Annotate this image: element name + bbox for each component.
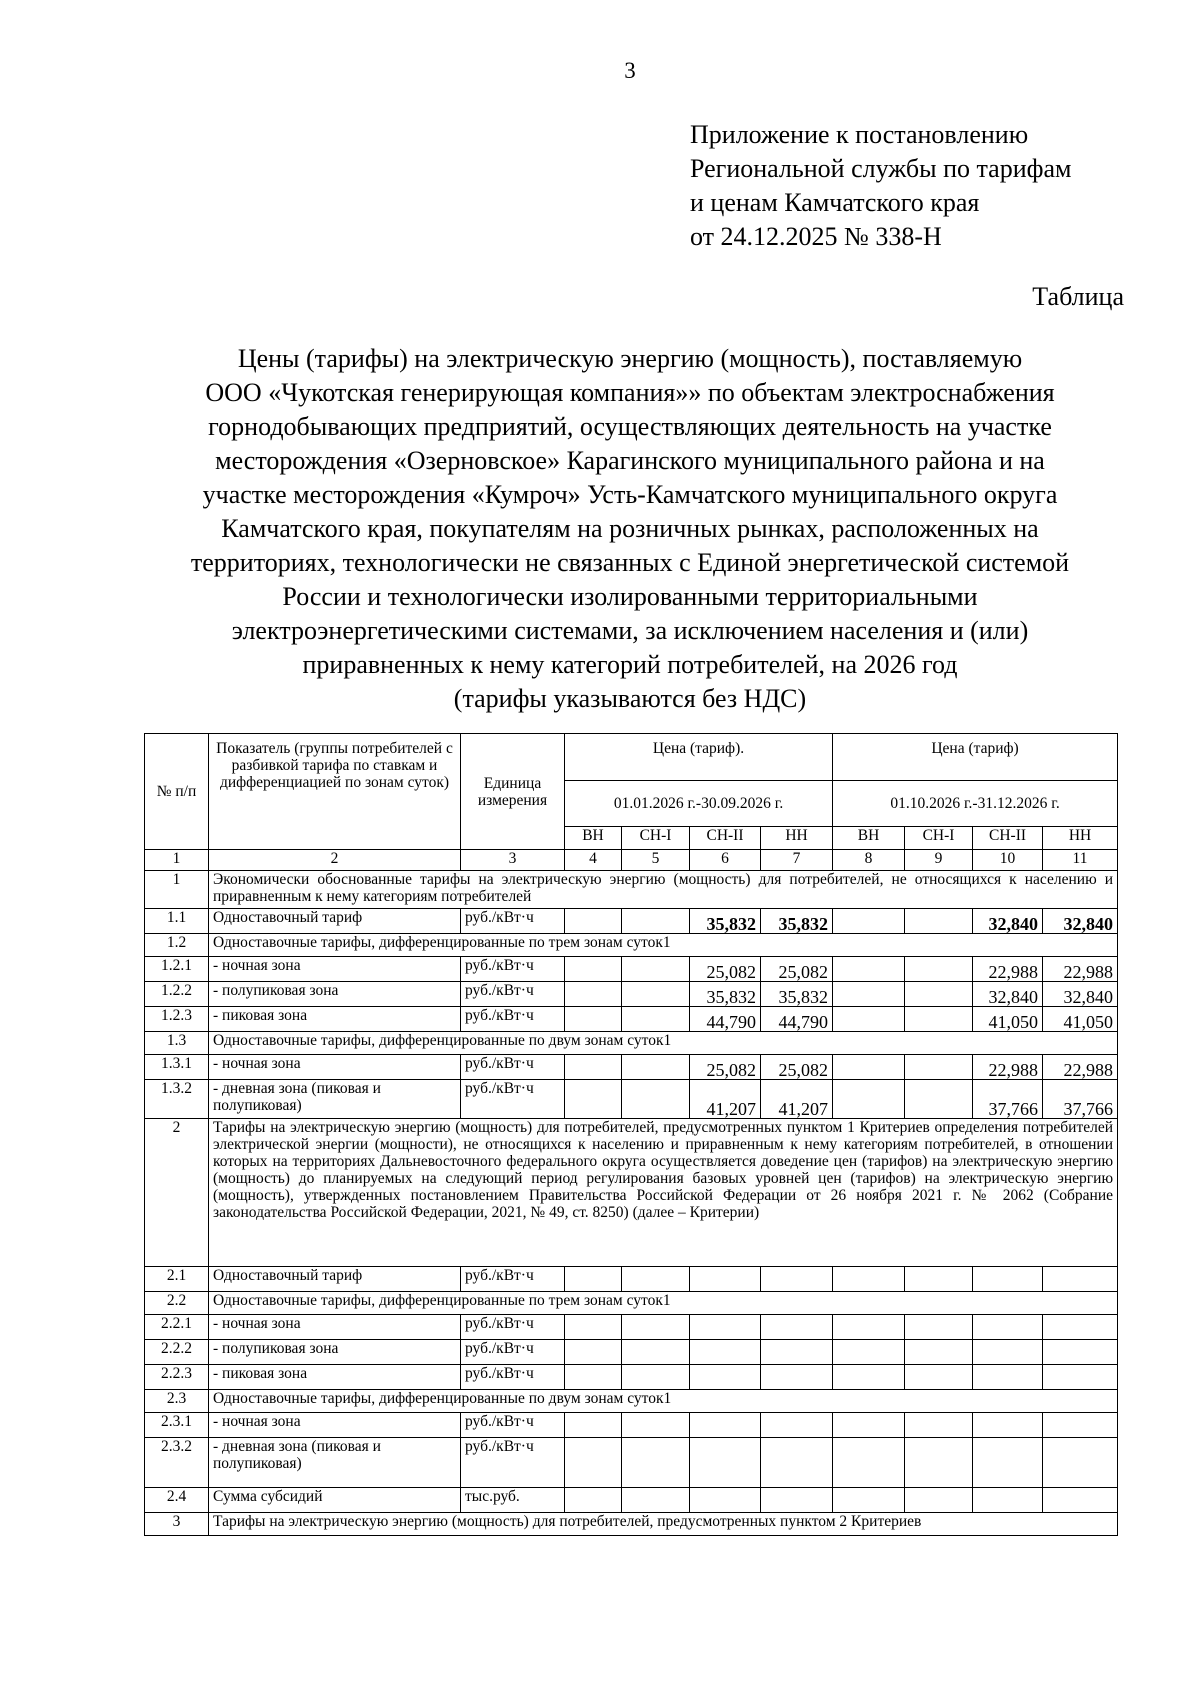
tariff-value-cell — [905, 1488, 973, 1513]
header-level: НН — [1043, 827, 1118, 850]
tariff-value-cell — [761, 1488, 833, 1513]
appendix-line: и ценам Камчатского края — [690, 188, 980, 217]
tariff-value-cell — [833, 1080, 905, 1119]
tariff-value-cell — [973, 1413, 1043, 1438]
row-number: 2.3 — [145, 1390, 209, 1413]
appendix-line: Региональной службы по тарифам — [690, 154, 1072, 183]
tariff-value-cell — [905, 1365, 973, 1390]
row-unit: руб./кВт·ч — [461, 1340, 565, 1365]
tariff-value-cell: 37,766 — [1043, 1080, 1118, 1119]
tariff-value-cell — [973, 1438, 1043, 1488]
tariff-value-cell — [761, 1340, 833, 1365]
table-row — [145, 1267, 1118, 1292]
row-number: 1.2.3 — [145, 1007, 209, 1032]
tariff-value-cell — [973, 1340, 1043, 1365]
table-row — [145, 1365, 1118, 1390]
table-row — [145, 1119, 1118, 1267]
tariff-value-cell — [622, 1365, 690, 1390]
tariff-value-cell: 41,050 — [1043, 1007, 1118, 1032]
tariff-value-cell — [565, 1055, 622, 1080]
tariff-value-cell — [973, 1488, 1043, 1513]
table-row — [145, 934, 1118, 957]
tariff-value-cell — [833, 957, 905, 982]
row-label: - ночная зона — [209, 1315, 461, 1340]
table-row — [145, 1488, 1118, 1513]
tariff-value-cell — [905, 1080, 973, 1119]
row-number: 1.2.2 — [145, 982, 209, 1007]
row-unit: руб./кВт·ч — [461, 1055, 565, 1080]
tariff-value-cell — [905, 1315, 973, 1340]
column-number: 4 — [565, 850, 622, 871]
tariff-value-cell: 25,082 — [690, 1055, 761, 1080]
tariff-value-cell — [905, 957, 973, 982]
tariff-value-cell — [565, 1413, 622, 1438]
tariff-value-cell — [833, 1340, 905, 1365]
tariff-value-cell — [565, 982, 622, 1007]
table-row — [145, 1315, 1118, 1340]
table-row — [145, 1413, 1118, 1438]
tariff-value-cell: 35,832 — [761, 909, 833, 934]
table-row — [145, 1007, 1118, 1032]
appendix-header — [690, 118, 1071, 254]
row-number: 2.2.1 — [145, 1315, 209, 1340]
tariff-value-cell — [690, 1267, 761, 1292]
title-line: Камчатского края, покупателям на розничных рынках, расположенных на — [221, 514, 1039, 543]
tariff-value-cell: 44,790 — [761, 1007, 833, 1032]
tariff-value-cell — [1043, 1315, 1118, 1340]
table-row — [145, 1438, 1118, 1488]
tariff-value-cell: 25,082 — [761, 1055, 833, 1080]
row-unit: руб./кВт·ч — [461, 1438, 565, 1488]
tariff-value-cell — [690, 1340, 761, 1365]
row-number: 2.4 — [145, 1488, 209, 1513]
tariff-value-cell — [1043, 1340, 1118, 1365]
section-heading: Тарифы на электрическую энергию (мощность) для потребителей, предусмотренных пунктом 1 Критериев определения потребителей электрической энергии (мощности), не относящихся к населению и приравненным к нему категориям потребителей, в отношении которых на территориях Дальневосточного федерального округа осуществляется доведение цен (тарифов) на электрическую энергию (мощность) до планируемых на следующий период регулирования базовых уровней цен (тарифов) на электрическую энергию (мощность), утвержденных постановлением Правительства Российской Федерации от 26 ноября 2021 г. № 2062 (Собрание законодательства Российской Федерации, 2021, № 49, ст. 8250) (далее – Критерии) — [209, 1119, 1118, 1267]
tariff-value-cell — [565, 1267, 622, 1292]
column-number: 10 — [973, 850, 1043, 871]
tariff-value-cell — [565, 1080, 622, 1119]
section-heading: Экономически обоснованные тарифы на электрическую энергию (мощность) для потребителей, не относящихся к населению и приравненным к нему категориям потребителей — [209, 871, 1118, 909]
row-number: 1.3.1 — [145, 1055, 209, 1080]
tariff-value-cell: 41,207 — [690, 1080, 761, 1119]
tariff-value-cell — [905, 1267, 973, 1292]
table-row — [145, 957, 1118, 982]
row-label: Одноставочный тариф — [209, 909, 461, 934]
row-number: 2.2.2 — [145, 1340, 209, 1365]
tariff-value-cell: 35,832 — [761, 982, 833, 1007]
row-unit: руб./кВт·ч — [461, 1413, 565, 1438]
tariff-value-cell — [1043, 1267, 1118, 1292]
tariff-value-cell — [565, 1340, 622, 1365]
tariff-table — [144, 733, 1118, 1536]
tariff-value-cell — [622, 1267, 690, 1292]
header-level: НН — [761, 827, 833, 850]
tariff-value-cell — [622, 1340, 690, 1365]
tariff-value-cell — [1043, 1413, 1118, 1438]
tariff-value-cell — [905, 1007, 973, 1032]
appendix-line: от 24.12.2025 № 338-Н — [690, 222, 942, 251]
row-number: 1.3.2 — [145, 1080, 209, 1119]
tariff-value-cell: 22,988 — [1043, 957, 1118, 982]
section-heading: Тарифы на электрическую энергию (мощность) для потребителей, предусмотренных пунктом 2 Критериев — [209, 1513, 1118, 1536]
row-label: - ночная зона — [209, 1055, 461, 1080]
row-unit: руб./кВт·ч — [461, 1007, 565, 1032]
tariff-value-cell — [905, 1055, 973, 1080]
column-number: 1 — [145, 850, 209, 871]
tariff-value-cell — [565, 957, 622, 982]
header-level: СН-I — [622, 827, 690, 850]
row-label: - пиковая зона — [209, 1365, 461, 1390]
table-label: Таблица — [1032, 282, 1124, 311]
tariff-value-cell — [905, 1438, 973, 1488]
tariff-value-cell — [565, 1315, 622, 1340]
tariff-value-cell: 35,832 — [690, 982, 761, 1007]
row-number: 1 — [145, 871, 209, 909]
tariff-value-cell — [565, 1488, 622, 1513]
row-number: 2.3.2 — [145, 1438, 209, 1488]
header-unit: Единица измерения — [461, 734, 565, 850]
tariff-value-cell — [833, 982, 905, 1007]
column-number: 6 — [690, 850, 761, 871]
row-number: 1.1 — [145, 909, 209, 934]
header-level: СН-II — [973, 827, 1043, 850]
tariff-value-cell: 41,207 — [761, 1080, 833, 1119]
header-price-period1: Цена (тариф). — [565, 734, 833, 781]
section-heading: Одноставочные тарифы, дифференцированные по трем зонам суток1 — [209, 934, 1118, 957]
tariff-value-cell — [622, 957, 690, 982]
tariff-value-cell — [833, 1488, 905, 1513]
table-row — [145, 909, 1118, 934]
title-line: России и технологически изолированными территориальными — [282, 582, 978, 611]
row-label: Одноставочный тариф — [209, 1267, 461, 1292]
header-level: ВН — [565, 827, 622, 850]
table-row — [145, 871, 1118, 909]
tariff-value-cell: 25,082 — [690, 957, 761, 982]
title-line: горнодобывающих предприятий, осуществляющих деятельность на участке — [208, 412, 1052, 441]
tariff-value-cell — [833, 1007, 905, 1032]
row-number: 2.2 — [145, 1292, 209, 1315]
document-title — [130, 342, 1130, 716]
tariff-value-cell — [905, 1413, 973, 1438]
tariff-value-cell — [690, 1438, 761, 1488]
tariff-value-cell — [1043, 1488, 1118, 1513]
column-number: 8 — [833, 850, 905, 871]
tariff-value-cell — [622, 982, 690, 1007]
title-line: территориях, технологически не связанных с Единой энергетической системой — [190, 548, 1070, 577]
section-heading: Одноставочные тарифы, дифференцированные по двум зонам суток1 — [209, 1390, 1118, 1413]
column-number: 2 — [209, 850, 461, 871]
tariff-value-cell — [565, 909, 622, 934]
tariff-value-cell — [690, 1488, 761, 1513]
row-label: - полупиковая зона — [209, 982, 461, 1007]
row-unit: руб./кВт·ч — [461, 1080, 565, 1119]
page-number: 3 — [624, 58, 636, 83]
tariff-value-cell — [622, 909, 690, 934]
tariff-value-cell — [973, 1315, 1043, 1340]
tariff-value-cell — [1043, 1365, 1118, 1390]
header-indicator: Показатель (группы потребителей с разбивкой тарифа по ставкам и дифференциацией по зонам суток) — [209, 734, 461, 850]
column-number: 11 — [1043, 850, 1118, 871]
tariff-value-cell: 32,840 — [1043, 982, 1118, 1007]
row-number: 2.2.3 — [145, 1365, 209, 1390]
row-unit: руб./кВт·ч — [461, 1365, 565, 1390]
tariff-value-cell — [690, 1315, 761, 1340]
row-number: 3 — [145, 1513, 209, 1536]
row-number: 1.3 — [145, 1032, 209, 1055]
tariff-value-cell — [905, 909, 973, 934]
title-line: ООО «Чукотская генерирующая компания»» по объектам электроснабжения — [205, 378, 1055, 407]
tariff-value-cell — [622, 1080, 690, 1119]
tariff-value-cell: 22,988 — [1043, 1055, 1118, 1080]
row-number: 1.2.1 — [145, 957, 209, 982]
tariff-value-cell — [833, 1438, 905, 1488]
table-row — [145, 1080, 1118, 1119]
tariff-value-cell: 32,840 — [973, 982, 1043, 1007]
tariff-value-cell: 32,840 — [1043, 909, 1118, 934]
tariff-value-cell — [565, 1438, 622, 1488]
row-label: - дневная зона (пиковая и полупиковая) — [209, 1438, 461, 1488]
tariff-value-cell — [905, 982, 973, 1007]
tariff-value-cell: 25,082 — [761, 957, 833, 982]
section-heading: Одноставочные тарифы, дифференцированные по трем зонам суток1 — [209, 1292, 1118, 1315]
tariff-value-cell — [622, 1315, 690, 1340]
title-line: Цены (тарифы) на электрическую энергию (мощность), поставляемую — [237, 344, 1023, 373]
header-level: СН-I — [905, 827, 973, 850]
tariff-value-cell — [622, 1438, 690, 1488]
table-row — [145, 1513, 1118, 1536]
tariff-value-cell — [690, 1365, 761, 1390]
column-number: 5 — [622, 850, 690, 871]
row-label: - ночная зона — [209, 1413, 461, 1438]
tariff-value-cell — [833, 1315, 905, 1340]
tariff-value-cell — [622, 1413, 690, 1438]
header-period2: 01.10.2026 г.-31.12.2026 г. — [833, 781, 1118, 827]
column-number: 9 — [905, 850, 973, 871]
tariff-value-cell — [761, 1315, 833, 1340]
tariff-value-cell — [761, 1413, 833, 1438]
header-period1: 01.01.2026 г.-30.09.2026 г. — [565, 781, 833, 827]
tariff-value-cell: 32,840 — [973, 909, 1043, 934]
row-unit: руб./кВт·ч — [461, 982, 565, 1007]
title-line: участке месторождения «Кумроч» Усть-Камчатского муниципального округа — [202, 480, 1058, 509]
column-number: 7 — [761, 850, 833, 871]
tariff-value-cell — [690, 1413, 761, 1438]
tariff-value-cell — [1043, 1438, 1118, 1488]
title-line: месторождения «Озерновское» Карагинского муниципального района и на — [215, 446, 1045, 475]
tariff-value-cell — [622, 1488, 690, 1513]
tariff-value-cell — [833, 1267, 905, 1292]
table-row — [145, 1390, 1118, 1413]
tariff-value-cell — [833, 1055, 905, 1080]
title-line: электроэнергетическими системами, за исключением населения и (или) — [231, 616, 1029, 645]
tariff-value-cell — [761, 1267, 833, 1292]
row-label: - ночная зона — [209, 957, 461, 982]
tariff-value-cell — [973, 1365, 1043, 1390]
title-line: (тарифы указываются без НДС) — [453, 684, 807, 713]
tariff-value-cell: 37,766 — [973, 1080, 1043, 1119]
tariff-value-cell: 44,790 — [690, 1007, 761, 1032]
table-row — [145, 1292, 1118, 1315]
tariff-value-cell — [833, 1413, 905, 1438]
table-row — [145, 1055, 1118, 1080]
row-number: 2.3.1 — [145, 1413, 209, 1438]
tariff-value-cell — [905, 1340, 973, 1365]
tariff-value-cell — [761, 1438, 833, 1488]
tariff-value-cell — [973, 1267, 1043, 1292]
row-unit: руб./кВт·ч — [461, 1315, 565, 1340]
row-label: - пиковая зона — [209, 1007, 461, 1032]
tariff-value-cell: 35,832 — [690, 909, 761, 934]
tariff-value-cell — [565, 1007, 622, 1032]
tariff-value-cell: 22,988 — [973, 1055, 1043, 1080]
tariff-value-cell — [622, 1055, 690, 1080]
row-number: 2.1 — [145, 1267, 209, 1292]
table-row — [145, 1340, 1118, 1365]
table-row — [145, 1032, 1118, 1055]
row-unit: руб./кВт·ч — [461, 957, 565, 982]
tariff-value-cell — [565, 1365, 622, 1390]
row-label: Сумма субсидий — [209, 1488, 461, 1513]
row-number: 1.2 — [145, 934, 209, 957]
row-unit: руб./кВт·ч — [461, 909, 565, 934]
header-level: СН-II — [690, 827, 761, 850]
tariff-value-cell: 41,050 — [973, 1007, 1043, 1032]
row-label: - дневная зона (пиковая и полупиковая) — [209, 1080, 461, 1119]
tariff-value-cell: 22,988 — [973, 957, 1043, 982]
header-price-period2: Цена (тариф) — [833, 734, 1118, 781]
row-number: 2 — [145, 1119, 209, 1267]
row-label: - полупиковая зона — [209, 1340, 461, 1365]
table-row — [145, 982, 1118, 1007]
title-line: приравненных к нему категорий потребителей, на 2026 год — [302, 650, 958, 679]
column-number: 3 — [461, 850, 565, 871]
section-heading: Одноставочные тарифы, дифференцированные по двум зонам суток1 — [209, 1032, 1118, 1055]
tariff-value-cell — [761, 1365, 833, 1390]
tariff-value-cell — [622, 1007, 690, 1032]
row-unit: руб./кВт·ч — [461, 1267, 565, 1292]
tariff-value-cell — [833, 909, 905, 934]
header-num: № п/п — [145, 734, 209, 850]
tariff-value-cell — [833, 1365, 905, 1390]
header-level: ВН — [833, 827, 905, 850]
appendix-line: Приложение к постановлению — [690, 120, 1029, 149]
row-unit: тыс.руб. — [461, 1488, 565, 1513]
